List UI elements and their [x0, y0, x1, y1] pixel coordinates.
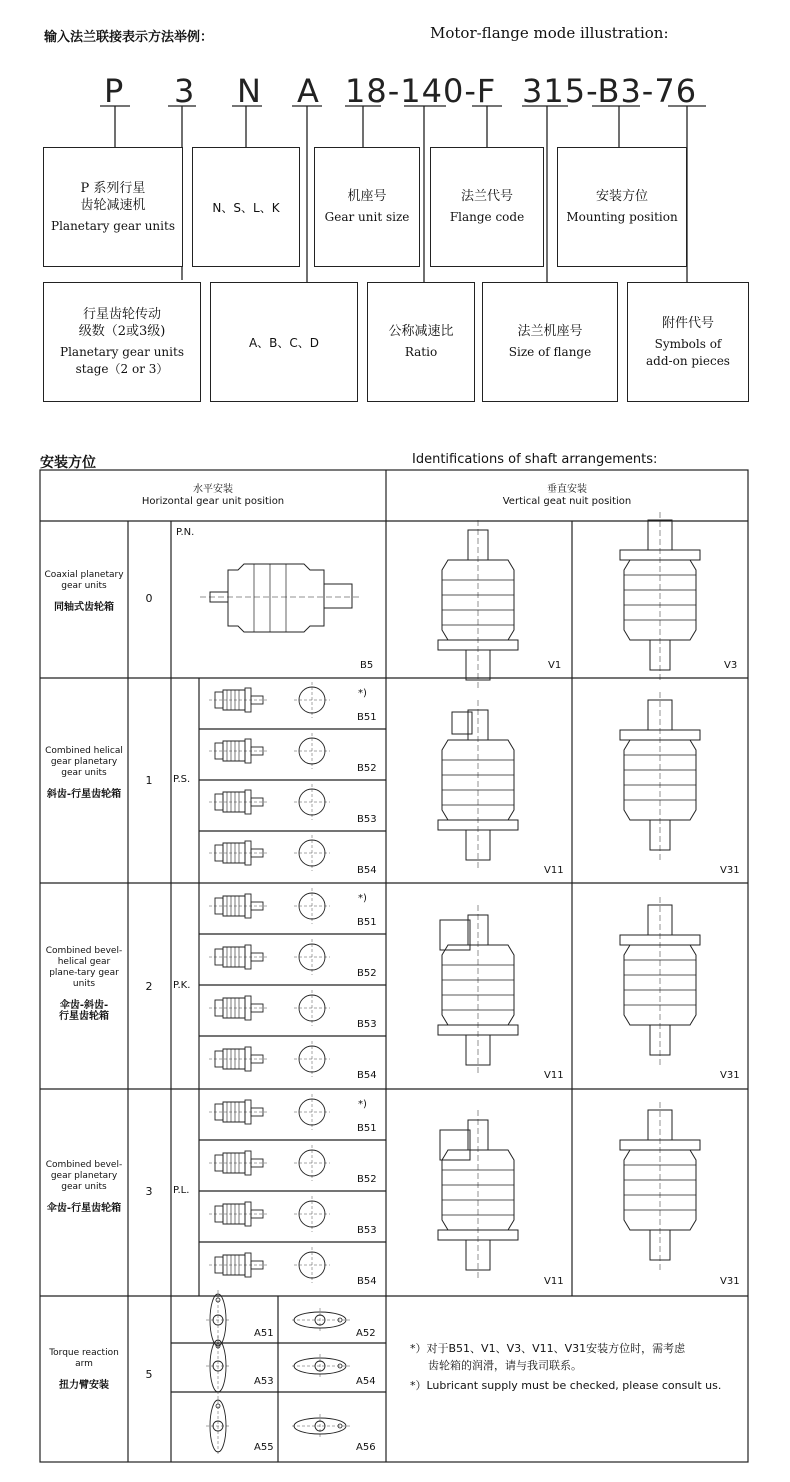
vertical-header [386, 484, 748, 508]
box-addon-en: Symbols of add-on pieces [646, 336, 730, 368]
drawing-v1 [438, 520, 518, 690]
box-gear-size-en: Gear unit size [324, 210, 410, 224]
label-r3-b52: B52 [357, 1174, 377, 1185]
vertical-header-cn: 垂直安装 [547, 484, 587, 495]
label-a52: A52 [356, 1328, 376, 1339]
note-cn-1: *）对于B51、V1、V3、V11、V31安装方位时，需考虑 [410, 1342, 686, 1355]
box-ratio-cn: 公称减速比 [388, 324, 454, 339]
box-addon-cn: 附件代号 [661, 315, 714, 331]
horizontal-header-en: Horizontal gear unit position [141, 496, 285, 507]
drawing-b5 [200, 564, 360, 632]
note-cn-2: 齿轮箱的润滑，请与我司联系。 [428, 1359, 582, 1372]
code-size-ratio-flange: 18-140-F [345, 72, 497, 110]
label-r2-b52: B52 [357, 968, 377, 979]
row-2-desc [44, 946, 124, 1022]
row-3-type: P.L. [173, 1185, 190, 1196]
label-r1-v31: V31 [720, 865, 740, 876]
row-2-desc-en: Combined bevel-helical gear plane-tary gear units [45, 946, 123, 989]
row-1-desc-cn: 斜齿-行星齿轮箱 [46, 789, 122, 800]
box-gear-size-cn: 机座号 [347, 189, 387, 204]
label-a51: A51 [254, 1328, 274, 1339]
header-title-cn: 输入法兰联接表示方法举例： [44, 30, 214, 45]
label-r1-b52: B52 [357, 763, 377, 774]
row-3-num: 3 [145, 1185, 153, 1198]
code-type: N [237, 72, 262, 110]
box-flange-code-en: Flange code [449, 210, 525, 224]
row-0-desc [44, 570, 124, 613]
label-r2-v11: V11 [544, 1070, 564, 1081]
row-3-star: *) [358, 1099, 367, 1110]
box-mounting-en: Mounting position [566, 210, 678, 224]
box-mounting-cn: 安装方位 [595, 189, 648, 204]
label-r2-v31: V31 [720, 1070, 740, 1081]
box-flange-size-en: Size of flange [508, 345, 592, 359]
header-title-en: Motor-flange mode illustration: [430, 24, 669, 42]
code-variant: A [297, 72, 320, 110]
box-stage-cn: 行星齿轮传动 级数（2或3级) [78, 307, 166, 339]
section-title-cn: 安装方位 [40, 455, 96, 471]
row-3-desc-en: Combined bevel-gear planetary gear units [45, 1160, 123, 1192]
row-3-desc-cn: 伞齿-行星齿轮箱 [46, 1203, 122, 1214]
label-v1: V1 [548, 660, 562, 671]
note-en: *）Lubricant supply must be checked, please consult us. [410, 1379, 722, 1392]
box-series-cn: P 系列行星 齿轮减速机 [80, 180, 146, 213]
label-r1-v11: V11 [544, 865, 564, 876]
row-1-desc [44, 746, 124, 800]
row-2-star: *) [358, 893, 367, 904]
row-0-num: 0 [145, 592, 153, 605]
horizontal-header-cn: 水平安装 [193, 484, 233, 495]
box-ratio-en: Ratio [404, 345, 438, 359]
row-2-desc-cn: 伞齿-斜齿- 行星齿轮箱 [59, 1000, 109, 1022]
label-r2-b54: B54 [357, 1070, 377, 1081]
row-1-type: P.S. [173, 774, 191, 785]
label-r1-b54: B54 [357, 865, 377, 876]
row-3-desc [44, 1160, 124, 1214]
vertical-header-en: Vertical geat nuit position [502, 496, 632, 507]
label-r3-v11: V11 [544, 1276, 564, 1287]
label-r1-b53: B53 [357, 814, 377, 825]
label-a55: A55 [254, 1442, 274, 1453]
code-series: P [104, 72, 125, 110]
box-flange-size-cn: 法兰机座号 [517, 324, 583, 339]
code-stage: 3 [174, 72, 196, 110]
box-flange-code-cn: 法兰代号 [460, 189, 513, 204]
label-a53: A53 [254, 1376, 274, 1387]
row-1-num: 1 [145, 774, 153, 787]
row-1-star: *) [358, 688, 367, 699]
row-2-num: 2 [145, 980, 153, 993]
row-1-desc-en: Combined helical gear planetary gear units [45, 746, 123, 778]
row-5-desc [44, 1348, 124, 1391]
label-b5: B5 [360, 660, 374, 671]
label-r2-b53: B53 [357, 1019, 377, 1030]
label-r3-b54: B54 [357, 1276, 377, 1287]
row-5-desc-en: Torque reaction arm [49, 1348, 119, 1369]
box-type-text: N、S、L、K [212, 200, 280, 215]
drawing-v3 [620, 510, 700, 680]
label-a54: A54 [356, 1376, 376, 1387]
label-v3: V3 [724, 660, 738, 671]
label-r3-v31: V31 [720, 1276, 740, 1287]
row-0-type: P.N. [176, 527, 195, 538]
code-flange-mount-addon: 315-B3-76 [522, 72, 698, 110]
row-0-desc-cn: 同轴式齿轮箱 [54, 602, 114, 613]
label-r2-b51: B51 [357, 917, 377, 928]
section-title-en: Identifications of shaft arrangements: [412, 452, 658, 467]
row-0-desc-en: Coaxial planetary gear units [44, 570, 124, 591]
label-r3-b53: B53 [357, 1225, 377, 1236]
row-5-num: 5 [145, 1368, 153, 1381]
row-2-type: P.K. [173, 980, 191, 991]
horizontal-header [40, 484, 386, 508]
label-r1-b51: B51 [357, 712, 377, 723]
box-stage-en: Planetary gear units stage（2 or 3） [60, 345, 184, 376]
label-a56: A56 [356, 1442, 376, 1453]
row-5-desc-cn: 扭力臂安装 [59, 1380, 109, 1391]
box-variant-text: A、B、C、D [248, 335, 320, 350]
box-series-en: Planetary gear units [51, 218, 175, 233]
label-r3-b51: B51 [357, 1123, 377, 1134]
